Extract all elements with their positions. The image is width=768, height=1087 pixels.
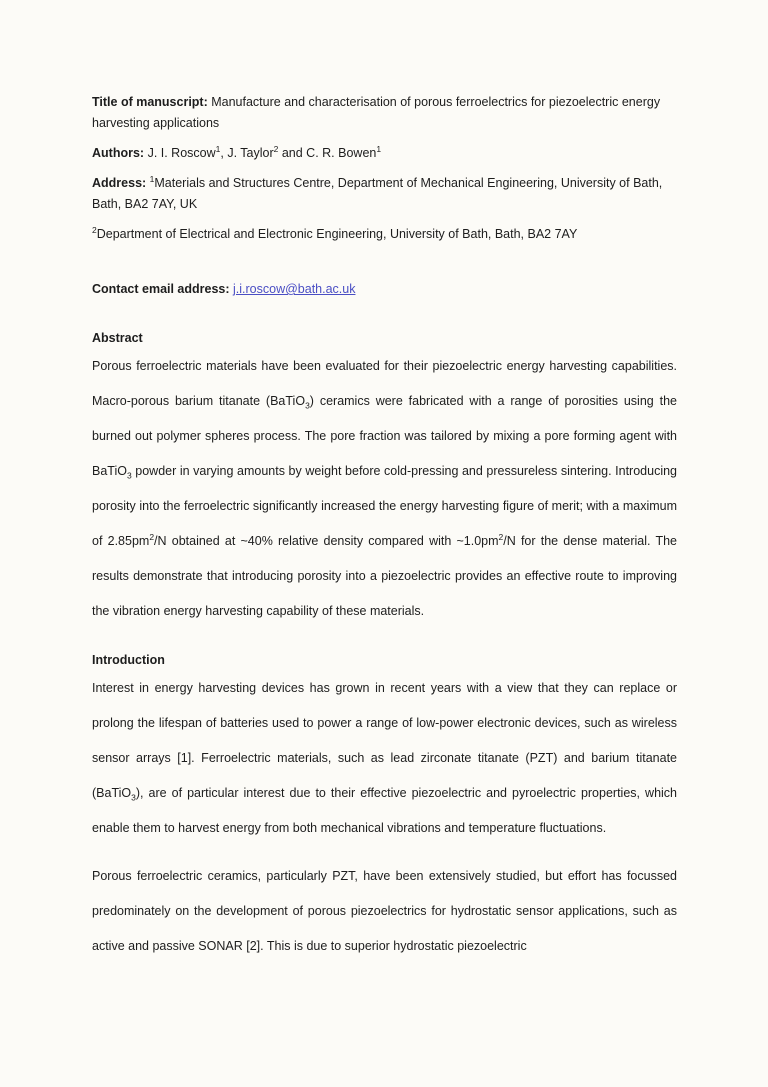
text-span: J. I. Roscow (147, 146, 216, 160)
authors-line (92, 143, 677, 164)
text-span: Title of manuscript: (92, 95, 212, 109)
text-span: ) ceramics were fabricated with a range of porosities using the burned out polymer spheres process. The pore fraction was tailored by mixing a pore forming agent with BaTiO (92, 394, 677, 478)
address-line-1 (92, 173, 677, 215)
text-span: Authors: (92, 146, 148, 160)
manuscript-title (92, 92, 677, 134)
subscript: 3 (131, 792, 136, 803)
introduction-heading: Introduction (92, 653, 165, 667)
superscript: 1 (215, 143, 221, 154)
superscript: 2 (273, 143, 279, 154)
page-content (92, 92, 677, 977)
superscript: 2 (149, 531, 155, 542)
text-span: Contact email address: (92, 282, 234, 296)
address-line-2 (92, 224, 677, 245)
introduction-paragraph-2 (92, 859, 677, 964)
abstract-paragraph (92, 349, 677, 629)
text-span: ), are of particular interest due to their effective piezoelectric and pyroelectric properties, which enable them to harvest energy from both mechanical vibrations and temperature fluctuations. (92, 786, 677, 835)
text-span: , J. Taylor (220, 146, 274, 160)
text-span: Interest in energy harvesting devices has grown in recent years with a view that they can replace or prolong the lifespan of batteries used to power a range of low-power electronic devices, such as wireless sensor arrays [1]. Ferroelectric materials, such as lead zirconate titanate (PZT) and barium titanate (BaTiO (92, 681, 677, 800)
superscript: 1 (376, 143, 382, 154)
text-span: powder in varying amounts by weight before cold-pressing and pressureless sintering. Introducing porosity into the ferroelectric significantly increased the energy harvesting figure of merit; with a maximum of 2.85pm (92, 464, 677, 548)
superscript: 2 (92, 224, 97, 235)
text-span: /N for the dense material. The results demonstrate that introducing porosity into a piezoelectric provides an effective route to improving the vibration energy harvesting capability of these materials. (92, 534, 677, 618)
superscript: 1 (149, 173, 155, 184)
text-span: Manufacture and characterisation of porous ferroelectrics for piezoelectric energy harvesting applications (92, 95, 661, 130)
text-span: Porous ferroelectric ceramics, particularly PZT, have been extensively studied, but effort has focussed predominately on the development of porous piezoelectrics for hydrostatic sensor applications, such as active and passive SONAR [2]. This is due to superior hydrostatic piezoelectric (92, 869, 677, 953)
text-span: and C. R. Bowen (278, 146, 377, 160)
text-span: Address: (92, 176, 150, 190)
text-span: Porous ferroelectric materials have been evaluated for their piezoelectric energy harvesting capabilities. Macro-porous barium titanate (BaTiO (92, 359, 677, 408)
abstract-heading: Abstract (92, 331, 143, 345)
subscript: 3 (305, 400, 310, 411)
introduction-paragraph-1 (92, 671, 677, 846)
contact-email-link[interactable]: j.i.roscow@bath.ac.uk (233, 282, 356, 296)
contact-email-line (92, 279, 677, 300)
superscript: 2 (498, 531, 504, 542)
subscript: 3 (126, 470, 132, 481)
text-span: Department of Electrical and Electronic Engineering, University of Bath, Bath, BA2 7AY (96, 227, 578, 241)
text-span: Materials and Structures Centre, Department of Mechanical Engineering, University of Bath, Bath, BA2 7AY, UK (92, 176, 663, 211)
text-span: /N obtained at ~40% relative density compared with ~1.0pm (154, 534, 499, 548)
